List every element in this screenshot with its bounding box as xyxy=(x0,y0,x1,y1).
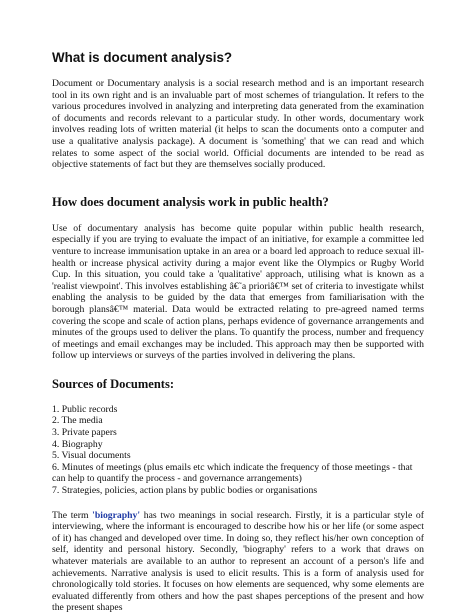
list-item: 5. Visual documents xyxy=(52,450,131,462)
paragraph-biography xyxy=(52,510,424,614)
list-item: 1. Public records xyxy=(52,403,118,415)
list-item: 6. Minutes of meetings (plus emails etc which indicate the frequency of those meetings - that can help to quantify the process - and governance arrangements) xyxy=(52,461,413,485)
list-item: 3. Private papers xyxy=(52,427,117,439)
list-item: 4. Biography xyxy=(52,438,103,450)
biography-lead-text: The term xyxy=(52,509,93,521)
biography-term: 'biography' xyxy=(92,509,141,521)
document-page xyxy=(52,50,424,614)
paragraph-public-health: Use of documentary analysis has become quite popular within public health research, especially if you are trying to evaluate the impact of an initiative, for example a committee led venture to increase immunisation uptake in an area or a board led approach to reduce sexual ill-health or increase physical activity during a major event like the Olympics or Rugby World Cup. In this situation, you could take a 'qualitative' approach, utilising what is known as a 'realist viewpoint'. This involves establishing â€˜a prioriâ€™ set of criteria to investigate whilst enabling the analysis to be guided by the data that emerges from familiarisation with the borough plansâ€™ material. Data would be extracted relating to pre-agreed named terms covering the scope and scale of action plans, perhaps evidence of governance arrangements and minutes of the groups used to deliver the plans. To quantify the process, number and frequency of meetings and email exchanges may be included. This approach may then be supported with follow up interviews or surveys of the parties involved in delivering the plans. xyxy=(52,222,424,362)
sources-list xyxy=(52,404,424,497)
biography-body-text: has two meanings in social research. Firstly, it is a particular style of interviewing, where the informant is encouraged to describe how his or her life (or some aspect of it) has changed and developed over time. In doing so, they reflect his/her own conception of self, identity and personal history. Secondly, 'biography' refers to a work that draws on whatever materials are available to an author to represent an account of a person's life and achievements. Narrative analysis is used to elicit results. This is a form of analysis used for chronologically told stories. It focuses on how elements are sequenced, why some elements are evaluated differently from others and how the past shapes perceptions of the present and how the present shapes xyxy=(52,509,424,614)
heading-what-is-document-analysis: What is document analysis? xyxy=(52,50,233,65)
heading-public-health: How does document analysis work in public health? xyxy=(52,194,329,209)
heading-sources: Sources of Documents: xyxy=(52,376,174,391)
paragraph-intro: Document or Documentary analysis is a social research method and is an important research tool in its own right and is an invaluable part of most schemes of triangulation. It refers to the various procedures involved in analyzing and interpreting data generated from the examination of documents and records relevant to a particular study. In other words, documentary work involves reading lots of written material (it helps to scan the documents onto a computer and use a qualitative analysis package). A document is 'something' that we can read and which relates to some aspect of the social world. Official documents are intended to be read as objective statements of fact but they are themselves socially produced. xyxy=(52,78,424,171)
list-item: 2. The media xyxy=(52,415,103,427)
list-item: 7. Strategies, policies, action plans by public bodies or organisations xyxy=(52,485,318,497)
